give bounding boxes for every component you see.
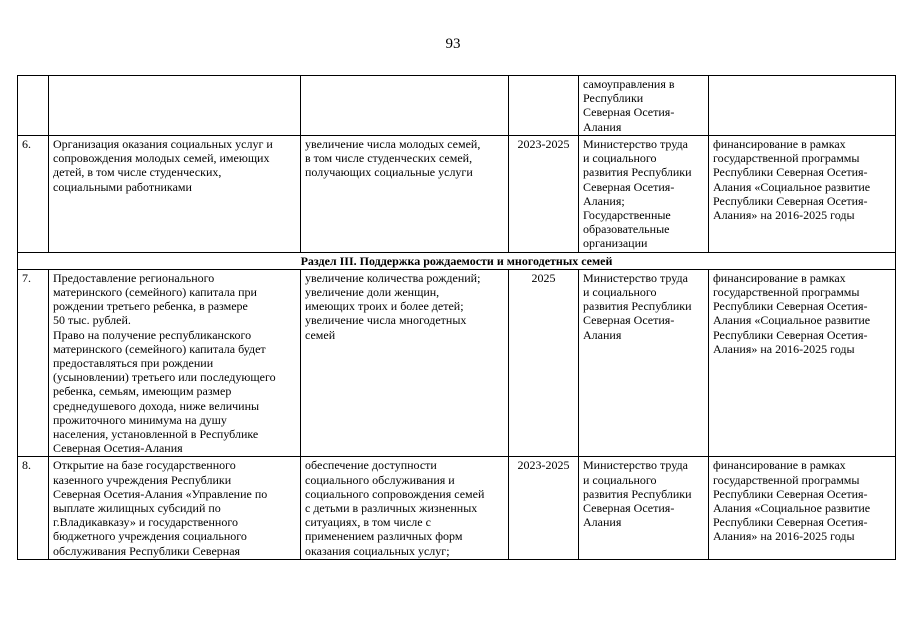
section-row [18,252,896,269]
cell-line: развития Республики [583,486,692,501]
table-body [18,76,896,560]
cell-line: с детьми в различных жизненных [305,501,478,516]
cell-line: государственной программы [713,151,860,166]
cell-line: Алания [583,515,622,530]
cell-line: 50 тыс. рублей. [53,313,131,328]
cell-line: (усыновлении) третьего или последующего [53,370,276,385]
cell-line: Министерство труда [583,270,688,285]
cell-line: и социального [583,285,657,300]
cell-line: Алания» на 2016-2025 годы [713,208,855,223]
cell-line: казенного учреждения Республики [53,472,232,487]
cell-line: социального обслуживания и [305,472,455,487]
cell-line: предоставляться при рождении [53,356,214,371]
cell-line: Алания [583,327,622,342]
cell-line: обслуживания Республики Северная [53,543,241,558]
cell-line: семей [305,327,336,342]
cell-organization [579,76,709,136]
cell-line: Республики Северная Осетия- [713,165,868,180]
cell-line: Северная Осетия- [583,179,675,194]
measures-table [17,75,896,560]
cell-line: в том числе студенческих семей, [305,151,473,166]
cell-line: развития Республики [583,165,692,180]
cell-line: Республики Северная Осетия- [713,193,868,208]
cell-organization [579,136,709,253]
table-row [18,457,896,559]
cell-event [49,457,301,559]
cell-years: 2023-2025 [509,136,579,253]
cell-line: Северная Осетия-Алания [53,441,183,456]
cell-line: Министерство труда [583,137,688,151]
section-title: Раздел III. Поддержка рождаемости и многодетных семей [18,252,896,269]
cell-line: Республики Северная Осетия- [713,515,868,530]
cell-line: Республики Северная Осетия- [713,327,868,342]
cell-line: Северная Осетия- [583,501,675,516]
cell-event [49,269,301,457]
cell-line: населения, установленной в Республике [53,427,259,442]
cell-result [301,457,509,559]
cell-line: Организация оказания социальных услуг и [53,137,273,151]
cell-line: рождении третьего ребенка, в размере [53,299,248,314]
cell-line: сопровождения молодых семей, имеющих [53,151,270,166]
cell-line: Право на получение республиканского [53,327,252,342]
table-row [18,269,896,457]
cell-line: выплате жилищных субсидий по [53,501,221,516]
cell-line: Алания «Социальное развитие [713,179,871,194]
cell-line: среднедушевого дохода, ниже величины [53,398,260,413]
cell-years: 2023-2025 [509,457,579,559]
cell-line: Государственные [583,208,671,223]
cell-number: 7. [18,269,49,457]
cell-line: прожиточного минимума на душу [53,412,227,427]
cell-finance [709,457,896,559]
cell-line: Предоставление регионального [53,270,215,285]
cell-number: 6. [18,136,49,253]
cell-line: Открытие на базе государственного [53,458,236,473]
cell-line: детей, в том числе студенческих, [53,165,222,180]
cell-finance [709,269,896,457]
cell-line: ребенка, семьям, имеющим размер [53,384,232,399]
cell-line: обеспечение доступности [305,458,437,473]
cell-line: Алания» на 2016-2025 годы [713,529,855,544]
cell-line: ситуациях, в том числе с [305,515,431,530]
cell-line: образовательные [583,222,670,237]
cell-line: социальными работниками [53,179,192,194]
cell-line: материнского (семейного) капитала при [53,285,257,300]
cell-line: Алания «Социальное развитие [713,501,871,516]
cell-organization [579,457,709,559]
cell-line: социального сопровождения семей [305,486,485,501]
cell-line: государственной программы [713,472,860,487]
cell-event [49,136,301,253]
cell-years [509,76,579,136]
cell-line: финансирование в рамках [713,458,846,473]
cell-line: увеличение доли женщин, [305,285,440,300]
cell-line: бюджетного учреждения социального [53,529,247,544]
cell-organization [579,269,709,457]
cell-line: развития Республики [583,299,692,314]
cell-line: получающих социальные услуги [305,165,473,180]
cell-line: Алания [583,119,622,134]
page-number: 93 [445,36,461,52]
cell-result [301,269,509,457]
cell-event [49,76,301,136]
cell-line: финансирование в рамках [713,137,846,151]
cell-line: финансирование в рамках [713,270,846,285]
cell-line: Республики Северная Осетия- [713,299,868,314]
cell-line: оказания социальных услуг; [305,543,450,558]
cell-finance [709,136,896,253]
cell-line: государственной программы [713,285,860,300]
cell-line: увеличение числа многодетных [305,313,467,328]
cell-line: Республики Северная Осетия- [713,486,868,501]
table-row-continuation [18,76,896,136]
cell-line: имеющих троих и более детей; [305,299,464,314]
cell-years: 2025 [509,269,579,457]
cell-line: Северная Осетия- [583,105,675,120]
cell-line: Северная Осетия-Алания «Управление по [53,486,268,501]
cell-line: материнского (семейного) капитала будет [53,341,266,356]
cell-line: и социального [583,472,657,487]
cell-result [301,76,509,136]
cell-line: Алания» на 2016-2025 годы [713,341,855,356]
cell-line: Алания «Социальное развитие [713,313,871,328]
cell-finance [709,76,896,136]
cell-line: г.Владикавказу» и государственного [53,515,238,530]
cell-line: Республики [583,91,644,106]
cell-line: самоуправления в [583,77,675,91]
cell-line: организации [583,236,648,251]
cell-number [18,76,49,136]
cell-line: увеличение количества рождений; [305,270,481,285]
cell-line: и социального [583,151,657,166]
cell-line: применением различных форм [305,529,463,544]
cell-line: Министерство труда [583,458,688,473]
cell-line: Алания; [583,193,625,208]
cell-line: Северная Осетия- [583,313,675,328]
table-row [18,136,896,253]
cell-result [301,136,509,253]
cell-number: 8. [18,457,49,559]
cell-line: увеличение числа молодых семей, [305,137,481,151]
